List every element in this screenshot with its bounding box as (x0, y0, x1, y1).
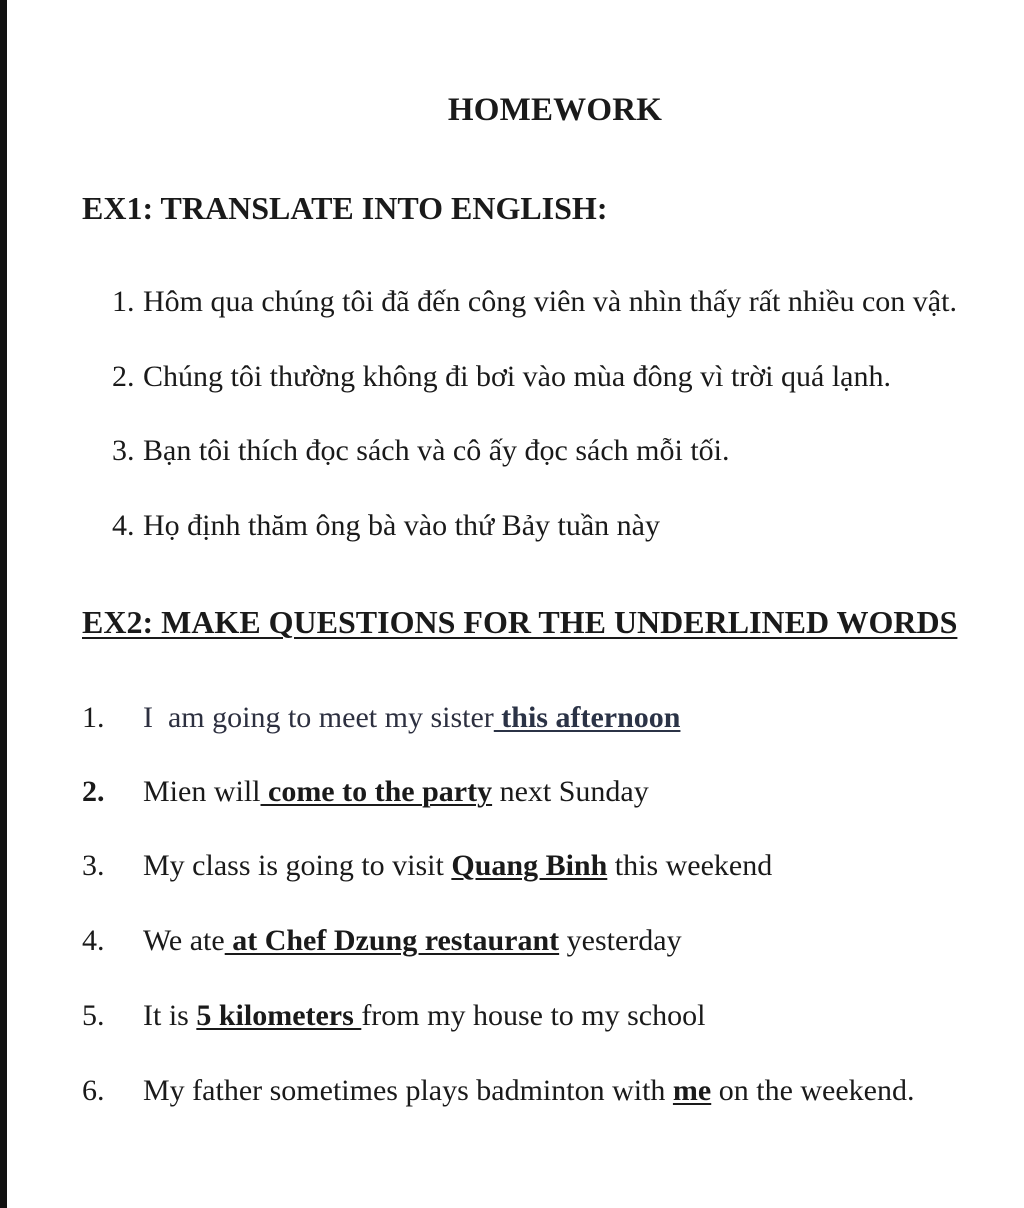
ex2-item-text: We ate (143, 924, 225, 957)
ex1-item-text: Bạn tôi thích đọc sách và cô ấy đọc sách mỗi tối. (143, 434, 730, 467)
ex2-underlined-words: 5 kilometers (196, 999, 362, 1032)
ex2-item-text: My class is going to visit (143, 849, 452, 882)
ex2-item-number: 5. (82, 999, 105, 1032)
ex2-item-text: My father sometimes plays badminton with (143, 1074, 673, 1107)
ex1-item-1 (112, 285, 957, 319)
ex2-item-text-after: from my house to my school (361, 999, 706, 1032)
ex2-heading: EX2: MAKE QUESTIONS FOR THE UNDERLINED WORDS (82, 604, 958, 640)
ex1-item-number: 4. (112, 509, 135, 542)
ex1-item-number: 1. (112, 285, 135, 318)
page-left-edge (0, 0, 7, 1208)
ex1-item-3 (112, 434, 730, 468)
ex2-item-1 (82, 701, 680, 735)
ex2-item-number: 6. (82, 1074, 105, 1107)
ex2-item-text: Mien will (143, 775, 261, 808)
ex1-item-number: 3. (112, 434, 135, 467)
ex1-item-2 (112, 360, 891, 394)
ex1-item-text: Chúng tôi thường không đi bơi vào mùa đông vì trời quá lạnh. (143, 360, 891, 393)
ex2-underlined-words: me (672, 1074, 712, 1107)
ex1-item-text: Họ định thăm ông bà vào thứ Bảy tuần này (143, 509, 661, 542)
ex1-item-text: Hôm qua chúng tôi đã đến công viên và nhìn thấy rất nhiều con vật. (143, 285, 957, 318)
ex2-item-3 (82, 849, 772, 883)
ex1-item-number: 2. (112, 360, 135, 393)
ex2-item-2 (82, 775, 649, 809)
ex2-underlined-words: this afternoon (493, 701, 681, 734)
ex2-item-text: I am going to meet my sister (143, 701, 494, 734)
ex2-item-text-after: next Sunday (492, 775, 649, 808)
ex2-item-text-after: yesterday (559, 924, 682, 957)
ex2-item-4 (82, 924, 682, 958)
ex2-item-text-after: this weekend (607, 849, 773, 882)
ex2-item-5 (82, 999, 705, 1033)
ex2-item-number: 1. (82, 701, 105, 734)
ex2-item-text: It is (143, 999, 197, 1032)
ex2-item-text-after: on the weekend. (711, 1074, 915, 1107)
ex2-item-number: 2. (82, 775, 105, 808)
ex2-underlined-words: come to the party (260, 775, 493, 808)
ex2-underlined-words: at Chef Dzung restaurant (224, 924, 560, 957)
ex1-heading: EX1: TRANSLATE INTO ENGLISH: (82, 190, 608, 226)
ex2-item-6 (82, 1074, 915, 1108)
ex2-underlined-words: Quang Binh (451, 849, 608, 882)
page-title: HOMEWORK (447, 92, 663, 128)
ex1-item-4 (112, 509, 660, 543)
ex2-item-number: 3. (82, 849, 105, 882)
ex2-item-number: 4. (82, 924, 105, 957)
